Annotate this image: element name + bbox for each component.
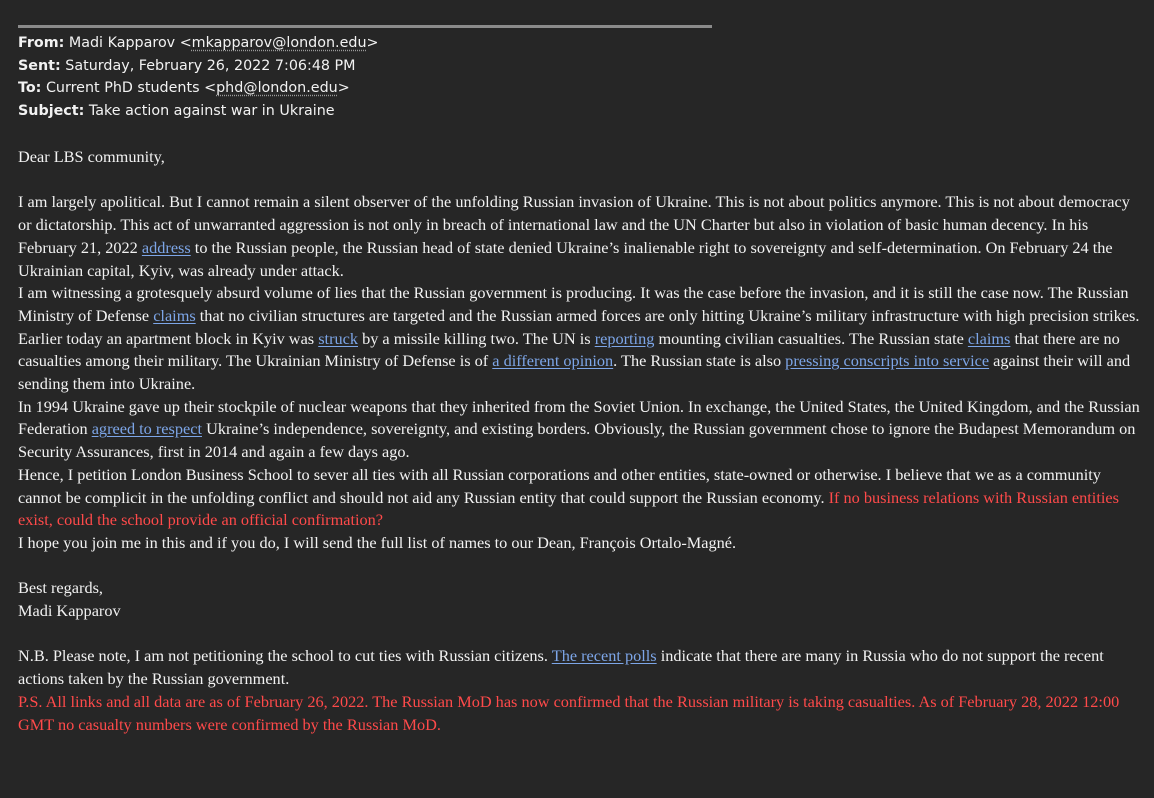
- from-row: [18, 32, 379, 55]
- reporting-link[interactable]: reporting: [594, 328, 655, 348]
- text: I am witnessing a grotesquely absurd volume of lies that the Russian government is producing. It was the case before the invasion, and it is still the case now. The Russian Ministry of Defense: [18, 283, 1129, 325]
- text: mounting civilian casualties. The Russian state: [654, 328, 968, 348]
- subject-value: Take action against war in Ukraine: [88, 102, 335, 119]
- text: N.B. Please note, I am not petitioning the school to cut ties with Russian citizens.: [18, 646, 552, 666]
- spacer: [18, 169, 1143, 192]
- greeting: Dear LBS community,: [18, 147, 165, 166]
- paragraph-petition: [18, 464, 1143, 532]
- spacer: [18, 555, 1143, 578]
- paragraph-lies: [18, 282, 1143, 396]
- agreed-to-respect-link[interactable]: agreed to respect: [91, 419, 202, 439]
- to-email-link[interactable]: phd@london.edu: [216, 80, 338, 96]
- text: In 1994 Ukraine gave up their stockpile of nuclear weapons that they inherited from the Soviet Union. In exchange, the United States, the United Kingdom, and the Russian Federation: [18, 396, 1140, 439]
- subject-row: [18, 100, 379, 123]
- text: by a missile killing two. The UN is: [358, 328, 595, 348]
- conscripts-link[interactable]: pressing conscripts into service: [785, 351, 990, 371]
- note-nb: [18, 645, 1143, 690]
- sent-label: Sent:: [18, 57, 61, 74]
- closing: Best regards,: [18, 578, 103, 598]
- struck-link[interactable]: struck: [318, 328, 358, 348]
- text: against their will and sending them into Ukraine.: [18, 351, 1131, 394]
- text: that no civilian structures are targeted and the Russian armed forces are only hitting Ukraine’s military infrastructure with high precision strikes. Earlier today an apartment block in Kyiv was: [18, 305, 1140, 348]
- text: Ukraine’s independence, sovereignty, and existing borders. Obviously, the Russian government chose to ignore the Budapest Memorandum on Security Assurances, first in 2014 and again a few days ago.: [18, 419, 1136, 462]
- text: I am largely apolitical. But I cannot remain a silent observer of the unfolding Russian invasion of Ukraine. This is not about politics anymore. This is not about democracy or dictatorship. This act of unwarranted aggression is not only in breach of international law and the UN Charter but also in violation of basic human decency. In his February 21, 2022: [18, 192, 1130, 257]
- address-link[interactable]: address: [141, 237, 191, 257]
- note-ps: P.S. All links and all data are as of February 26, 2022. The Russian MoD has now confirmed that the Russian military is taking casualties. As of February 28, 2022 12:00 GMT no casualty numbers were confirmed by the Russian MoD.: [18, 691, 1120, 734]
- to-close: >: [337, 80, 350, 96]
- text: Hence, I petition London Business School to sever all ties with all Russian corporations and other entities, state-owned or otherwise. I believe that we as a community cannot be complicit in the unfolding conflict and should not aid any Russian entity that could support the Russian economy.: [18, 464, 1101, 507]
- paragraph-budapest: [18, 396, 1143, 464]
- header-divider: [18, 25, 712, 28]
- paragraph-join: I hope you join me in this and if you do, I will send the full list of names to our Dean, François Ortalo-Magné.: [18, 532, 737, 552]
- from-close: >: [366, 35, 379, 51]
- confirmation-request: If no business relations with Russian entities exist, could the school provide an official confirmation?: [18, 487, 1119, 530]
- different-opinion-link[interactable]: a different opinion: [492, 351, 614, 371]
- spacer: [18, 623, 1143, 646]
- claims-link-2[interactable]: claims: [967, 328, 1011, 348]
- to-label: To:: [18, 80, 42, 96]
- to-name: Current PhD students <: [45, 80, 217, 96]
- from-name: Madi Kapparov <: [68, 35, 192, 51]
- claims-link-1[interactable]: claims: [153, 305, 196, 325]
- text: . The Russian state is also: [613, 351, 786, 371]
- text: that there are no casualties among their military. The Ukrainian Ministry of Defense is of: [18, 328, 1120, 371]
- subject-label: Subject:: [18, 102, 85, 119]
- recent-polls-link[interactable]: The recent polls: [551, 646, 657, 666]
- sent-value: Saturday, February 26, 2022 7:06:48 PM: [65, 57, 356, 74]
- signature: Madi Kapparov: [18, 601, 121, 621]
- email-body: [18, 146, 1143, 736]
- email-header: [18, 32, 379, 122]
- from-label: From:: [18, 35, 65, 51]
- text: to the Russian people, the Russian head of state denied Ukraine’s inalienable right to sovereignty and self-determination. On February 24 the Ukrainian capital, Kyiv, was already under attack.: [18, 237, 1113, 280]
- paragraph-invasion: [18, 191, 1143, 282]
- text: indicate that there are many in Russia who do not support the recent actions taken by the Russian government.: [18, 646, 1104, 689]
- from-email-link[interactable]: mkapparov@london.edu: [191, 35, 367, 51]
- to-row: [18, 77, 379, 100]
- sent-row: [18, 55, 379, 78]
